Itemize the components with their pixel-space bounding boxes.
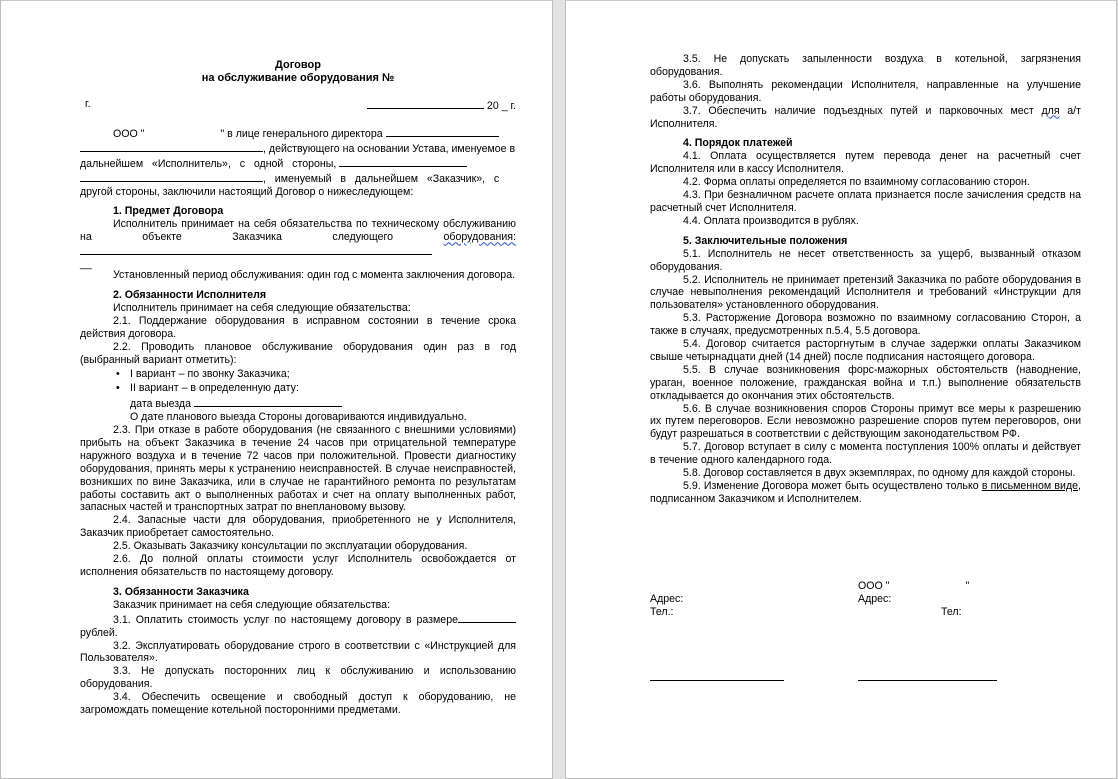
customer-org-line xyxy=(858,580,988,593)
customer-signature-block xyxy=(858,580,988,619)
visit-date-note: О дате планового выезда Стороны договариваются индивидуально. xyxy=(130,411,467,424)
option-item-2 xyxy=(80,382,516,395)
customer-blank[interactable] xyxy=(339,156,467,167)
preamble-text: , действующего на основании Устава, именуемое в xyxy=(263,142,516,155)
document-title: Договор xyxy=(275,59,321,71)
section-3-item-7 xyxy=(650,105,1081,131)
preamble-line-4 xyxy=(80,171,516,186)
section-5-heading: 5. Заключительные положения xyxy=(683,234,848,247)
section-2-item-1: 2.1. Поддержание оборудования в исправном состоянии в течение срока действия договора. xyxy=(80,314,516,340)
customer-name-blank[interactable] xyxy=(80,171,263,182)
section-2-item-3: 2.3. При отказе в работе оборудования (не связанного с внешними условиями) прибыть на объект Заказчика в течение 24 часов при отрицательной температуре наружного воздуха и в течение 72 часов при положительной. Провести диагностику оборудования, принять меры к устранению неисправностей. В случае неисправностей, возникших по вине Заказчика, или в случае не гарантийного ремонта по результатам работы составить акт о выполненных работах и счет на оплату выполненных работ, запасных частей и транспортных затрат по внеплановому вызову. xyxy=(80,424,516,514)
contractor-phone-label: Тел.: xyxy=(650,605,674,618)
date-suffix: 20 _ г. xyxy=(486,100,516,112)
section-1-p2: Установленный период обслуживания: один год с момента заключения договора. xyxy=(113,269,516,282)
underlined-text: в письменном виде xyxy=(981,480,1079,492)
customer-phone-label: Тел: xyxy=(941,605,962,618)
section-3-text: а/т Исполнителя. xyxy=(650,104,1081,130)
city-date-line xyxy=(80,98,516,113)
section-2-item-5: 2.5. Оказывать Заказчику консультации по эксплуатации оборудования. xyxy=(113,540,468,553)
section-2-intro: Исполнитель принимает на себя следующие обязательства: xyxy=(113,301,411,314)
section-3-text: 3.7. Обеспечить наличие подъездных путей и парковочных мест xyxy=(683,104,1042,117)
section-5-item-4: 5.4. Договор считается расторгнутым в случае задержки оплаты Заказчиком свыше четырнадцати дней (14 дней) после подписания настоящего договора. xyxy=(650,338,1081,363)
price-blank[interactable] xyxy=(458,612,516,623)
section-2-heading: 2. Обязанности Исполнителя xyxy=(113,288,267,301)
customer-org-prefix: ООО " xyxy=(858,580,890,592)
option-text: II вариант – в определенную дату: xyxy=(130,382,299,395)
visit-date-line xyxy=(80,396,516,411)
page-2-content xyxy=(650,53,1081,506)
option-text: I вариант – по звонку Заказчика; xyxy=(130,368,290,381)
section-5-item-8: 5.8. Договор составляется в двух экземплярах, по одному для каждой стороны. xyxy=(683,467,1076,480)
contractor-signature-line[interactable] xyxy=(650,680,784,681)
preamble-line-2 xyxy=(80,141,516,156)
page-1-content xyxy=(80,59,516,717)
section-3-item-4: 3.4. Обеспечить освещение и свободный доступ к оборудованию, не загромождать помещение котельной посторонними предметами. xyxy=(80,691,516,717)
section-5-item-5: 5.5. В случае возникновения форс-мажорных обстоятельств (наводнение, ураган, военное положение, гражданская война и т.п.) выполнение обязательств откладывается до окончания этих обстоятельств. xyxy=(650,363,1081,402)
section-5-item-2: 5.2. Исполнитель не принимает претензий Заказчика по работе оборудования в случае невыполнения рекомендаций Исполнителя и требований «Инструкции для пользователя» установленного оборудования. xyxy=(650,273,1081,312)
bullet-icon: • xyxy=(116,382,120,395)
section-5-text: 5.9. Изменение Договора может быть осуществлено только xyxy=(683,480,982,492)
customer-org-suffix: " xyxy=(965,580,970,592)
visit-date-label: дата выезда xyxy=(130,398,192,411)
spellcheck-word[interactable]: оборудования: xyxy=(443,231,516,244)
option-item-1 xyxy=(80,368,516,381)
section-3-heading: 3. Обязанности Заказчика xyxy=(113,585,249,598)
option-list xyxy=(80,368,516,395)
section-4-item-1: 4.1. Оплата осуществляется путем перевода денег на расчетный счет Исполнителя или в кассу Исполнителя. xyxy=(650,150,1081,176)
section-3-intro: Заказчик принимает на себя следующие обязательства: xyxy=(113,598,391,611)
document-page-1 xyxy=(0,0,553,779)
preamble-text: , именуемый в дальнейшем «Заказчик», с xyxy=(263,172,500,185)
contractor-address-label: Адрес: xyxy=(650,593,684,605)
section-1-heading: 1. Предмет Договора xyxy=(113,205,224,218)
director-blank[interactable] xyxy=(386,126,499,137)
section-2-item-6: 2.6. До полной оплаты стоимости услуг Исполнитель освобождается от исполнения обязательств по настоящему договору. xyxy=(80,553,516,578)
preamble-line-3 xyxy=(80,156,516,171)
section-4-item-4: 4.4. Оплата производится в рублях. xyxy=(683,214,859,227)
preamble-text: " в лице генерального директора xyxy=(220,127,383,140)
section-4-heading: 4. Порядок платежей xyxy=(683,137,793,150)
contractor-signature-block xyxy=(650,593,683,619)
spellcheck-word[interactable]: для xyxy=(1041,104,1060,117)
section-4-item-3: 4.3. При безналичном расчете оплата признается после зачисления средств на расчетный счет Исполнителя. xyxy=(650,189,1081,214)
section-5-item-1: 5.1. Исполнитель не несет ответственность за ущерб, вызванный отказом оборудования. xyxy=(650,247,1081,273)
section-3-item-3: 3.3. Не допускать посторонних лиц к обслуживанию и использованию оборудования. xyxy=(80,665,516,691)
visit-date-blank[interactable] xyxy=(194,396,342,407)
document-page-2 xyxy=(565,0,1117,779)
preamble-text: дальнейшем «Исполнитель», с одной стороны, xyxy=(80,157,337,170)
section-5-item-3: 5.3. Расторжение Договора возможно по взаимному согласованию Сторон, а также в случаях, предусмотренных п.5.4, 5.5 договора. xyxy=(650,312,1081,338)
city-label: г. xyxy=(85,98,91,110)
section-3-item-1 xyxy=(80,612,516,640)
document-subtitle: на обслуживание оборудования № xyxy=(201,72,395,84)
section-3-text: 3.1. Оплатить стоимость услуг по настоящему договору в размере xyxy=(113,613,458,626)
section-5-item-9 xyxy=(650,480,1081,506)
section-3-item-2: 3.2. Эксплуатировать оборудование строго в соответствии с «Инструкцией для Пользователя». xyxy=(80,639,516,665)
section-1-tail: __ xyxy=(80,258,92,271)
date-blank[interactable] xyxy=(367,98,484,109)
section-2-item-4: 2.4. Запасные части для оборудования, приобретенного не у Исполнителя, Заказчик приобретает самостоятельно. xyxy=(80,514,516,540)
section-1-text: Исполнитель принимает на себя обязательства по техническому обслуживанию на объекте Заказчика следующего xyxy=(80,218,516,244)
org-prefix: ООО " xyxy=(113,127,145,140)
date-field[interactable] xyxy=(367,98,516,113)
equipment-blank[interactable] xyxy=(80,244,432,255)
preamble-line-5: другой стороны, заключили настоящий Договор о нижеследующем: xyxy=(80,185,414,198)
section-5-item-6: 5.6. В случае возникновения споров Стороны примут все меры к разрешению их путем переговоров. Если невозможно разрешение споров путем переговоров, они будут разрешаться в соответствии с действующим законодательством РФ. xyxy=(650,402,1081,441)
bullet-icon: • xyxy=(116,368,120,381)
customer-address-label: Адрес: xyxy=(858,592,892,605)
section-5-item-7: 5.7. Договор вступает в силу с момента поступления 100% оплаты и действует в течение одного календарного года. xyxy=(650,441,1081,467)
director-name-blank[interactable] xyxy=(80,141,263,152)
section-2-item-2: 2.2. Проводить плановое обслуживание оборудования один раз в год (выбранный вариант отметить): xyxy=(80,340,516,366)
section-5-text: , подписанном Заказчиком и Исполнителем. xyxy=(650,480,1081,505)
section-3-item-5: 3.5. Не допускать запыленности воздуха в котельной, загрязнения оборудования. xyxy=(650,53,1081,78)
section-1-p1 xyxy=(80,218,516,259)
preamble-line-1 xyxy=(80,126,516,141)
section-4-item-2: 4.2. Форма оплаты определяется по взаимному согласованию сторон. xyxy=(683,176,1030,189)
section-3-item-6: 3.6. Выполнять рекомендации Исполнителя, направленные на улучшение работы оборудования. xyxy=(650,78,1081,104)
currency-label: рублей. xyxy=(80,626,118,639)
customer-signature-line[interactable] xyxy=(858,680,997,681)
